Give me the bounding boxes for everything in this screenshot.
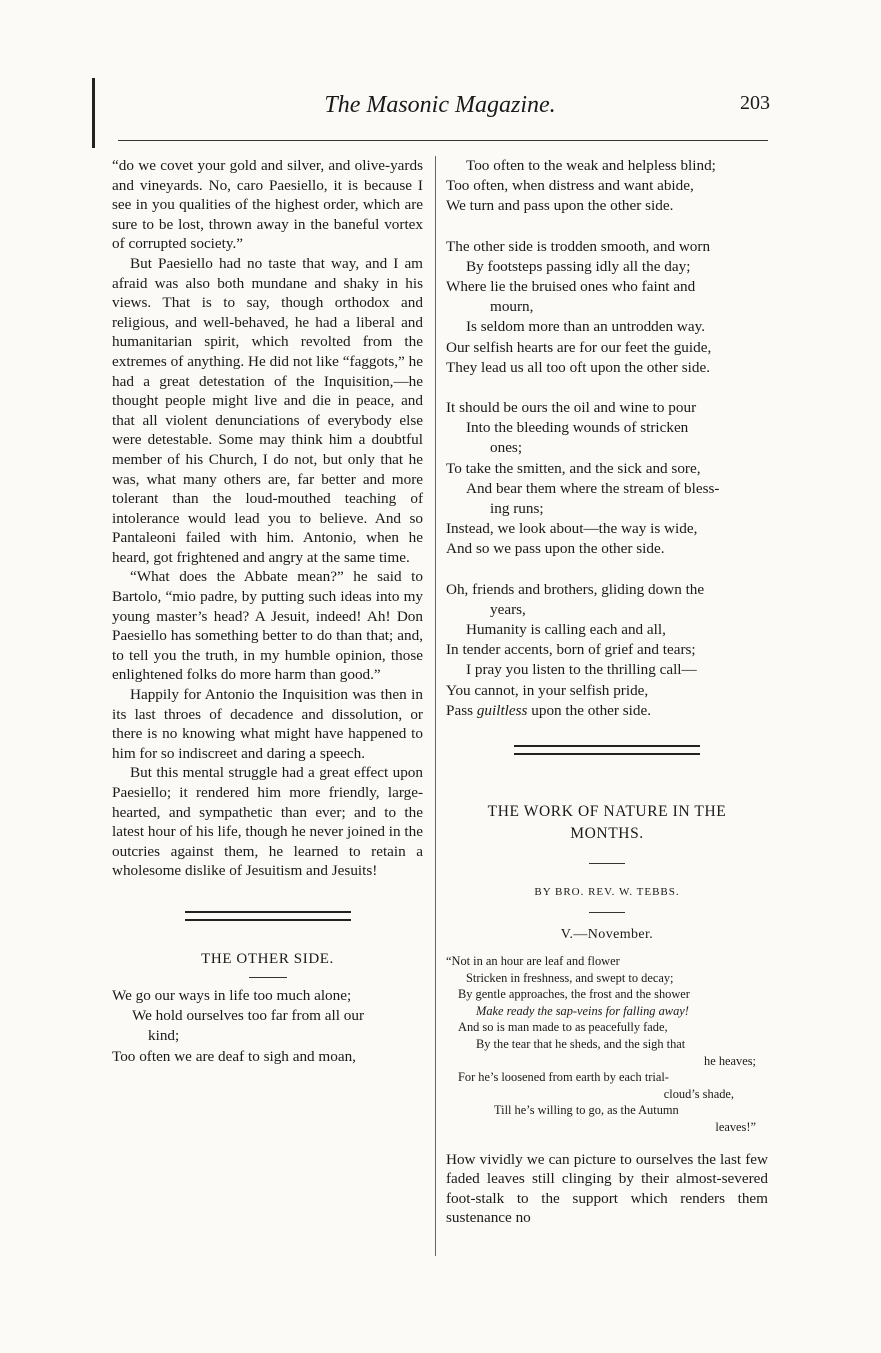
quote-line: By the tear that he sheds, and the sigh that	[476, 1037, 686, 1052]
poem-line: In tender accents, born of grief and tears;	[446, 641, 696, 659]
poem-line: Too often we are deaf to sigh and moan,	[112, 1047, 356, 1065]
quote-line: And so is man made to as peacefully fade,	[458, 1020, 668, 1035]
epigraph-poem	[446, 953, 768, 1136]
subsection-title: V.—November.	[560, 927, 654, 943]
poem-line: I pray you listen to the thrilling call—	[466, 661, 697, 679]
poem-line: By footsteps passing idly all the day;	[466, 257, 691, 275]
poem-line: years,	[490, 600, 526, 618]
quote-line: Make ready the sap-veins for falling away!	[476, 1003, 689, 1018]
paragraph: Happily for Antonio the Inquisition was then in its last throes of decadence and dissolution, or there is no knowing what might have happened to him for so indiscreet and daring a speech.	[112, 686, 423, 762]
section-title: THE WORK OF NATURE IN THE	[487, 803, 727, 821]
poem-line: They lead us all too oft upon the other side.	[446, 358, 711, 376]
margin-mark	[92, 78, 95, 148]
stanza	[446, 237, 768, 378]
paragraph: “do we covet your gold and silver, and olive-yards and vineyards. No, caro Paesiello, it is because I see in you qualities of the highest order, which are sure to be lost, thrown away in the baneful vortex of corrupted society.”	[112, 157, 423, 253]
poem-line: Is seldom more than an untrodden way.	[466, 318, 706, 336]
title-rule	[249, 977, 287, 978]
paragraph: But Paesiello had no taste that way, and I am afraid was also both mundane and shaky in his views. That is to say, though orthodox and religious, and well-behaved, he had a liberal and humanitarian spirit, which revolted from the extremes of anything. He did not like “faggots,” he had a great detestation of the Inquisition,—he thought people might live and die in peace, and that all violent denunciations of everybody else were detestable. Some may think him a doubtful member of his Church, I do not, but only that he was, what many others are, far better and more tolerant than the loud-mouthed teaching of intolerance would lead you to believe. And so Pantaleoni failed with him. Antonio, when he heard, got frightened and angry at the same time.	[112, 254, 423, 566]
stanza	[446, 398, 768, 560]
italic-word: guiltless	[476, 701, 528, 719]
magazine-title: The Masonic Magazine.	[324, 92, 556, 118]
title-rule	[589, 863, 625, 864]
poem-line-end: upon the other side.	[527, 701, 652, 719]
page-number: 203	[740, 92, 770, 114]
quote-line: “Not in an hour are leaf and flower	[446, 954, 620, 969]
poem-line: Too often to the weak and helpless blind;	[466, 157, 716, 174]
section-title: THE OTHER SIDE.	[201, 950, 334, 967]
left-column	[112, 156, 423, 1067]
quote-line: cloud’s shade,	[663, 1086, 734, 1101]
quote-line: Stricken in freshness, and swept to decay;	[466, 970, 674, 985]
quote-line: By gentle approaches, the frost and the shower	[458, 987, 690, 1002]
poem-other-side-continued	[446, 156, 768, 721]
running-header	[110, 92, 770, 126]
header-rule	[118, 140, 768, 141]
poem-line: And so we pass upon the other side.	[446, 540, 665, 558]
poem-line	[446, 701, 768, 721]
poem-line-start: Pass	[446, 701, 474, 719]
section-separator	[514, 745, 700, 755]
poem-line: Oh, friends and brothers, gliding down the	[446, 580, 705, 598]
quote-line: leaves!”	[715, 1120, 756, 1135]
quote-line: For he’s loosened from earth by each trial-	[458, 1070, 669, 1085]
poem-line: Too often, when distress and want abide,	[446, 177, 694, 195]
poem-line: To take the smitten, and the sick and sore,	[446, 459, 701, 477]
byline: BY BRO. REV. W. TEBBS.	[534, 886, 680, 899]
paragraph: “What does the Abbate mean?” he said to Bartolo, “mio padre, by putting such ideas into my young master’s head? A Jesuit, indeed! Ah! Don Paesiello has something better to do than that; and, to tell you the truth, in my humble opinion, those enlightened folks do more harm than good.”	[112, 568, 423, 684]
poem-line: You cannot, in your selfish pride,	[446, 681, 649, 699]
poem-line: We turn and pass upon the other side.	[446, 197, 674, 215]
poem-other-side-start	[112, 986, 423, 1067]
poem-line: We hold ourselves too far from all our	[132, 1007, 365, 1025]
poem-line: Instead, we look about—the way is wide,	[446, 520, 698, 538]
poem-line: mourn,	[490, 298, 534, 316]
poem-line: We go our ways in life too much alone;	[112, 986, 352, 1004]
section-title-continued: MONTHS.	[570, 825, 644, 843]
poem-line: ones;	[490, 439, 523, 457]
paragraph: How vividly we can picture to ourselves the last few faded leaves still clinging by their almost-severed foot-stalk to the support which renders them sustenance no	[446, 1150, 768, 1227]
quote-line: Till he’s willing to go, as the Autumn	[494, 1103, 679, 1118]
poem-line: The other side is trodden smooth, and worn	[446, 237, 711, 255]
poem-line: And bear them where the stream of bless-	[466, 479, 720, 497]
byline-rule	[589, 912, 625, 913]
poem-line: Where lie the bruised ones who faint and	[446, 278, 696, 296]
poem-line: Humanity is calling each and all,	[466, 621, 666, 639]
stanza	[446, 580, 768, 721]
paragraph: But this mental struggle had a great effect upon Paesiello; it rendered him more friendly, large-hearted, and sympathetic than ever; and to the latest hour of his life, though he never joined in the outcries against them, he learned to retain a wholesome dislike of Jesuitism and Jesuits!	[112, 764, 423, 880]
poem-line: ing runs;	[490, 500, 544, 518]
poem-line: kind;	[148, 1027, 180, 1045]
column-divider	[435, 156, 436, 1256]
stanza	[446, 156, 768, 217]
quote-line: he heaves;	[704, 1053, 756, 1068]
poem-line: It should be ours the oil and wine to pour	[446, 399, 697, 417]
section-separator	[185, 911, 351, 921]
poem-line: Our selfish hearts are for our feet the guide,	[446, 338, 712, 356]
poem-line: Into the bleeding wounds of stricken	[466, 419, 689, 437]
right-column	[446, 156, 768, 1228]
